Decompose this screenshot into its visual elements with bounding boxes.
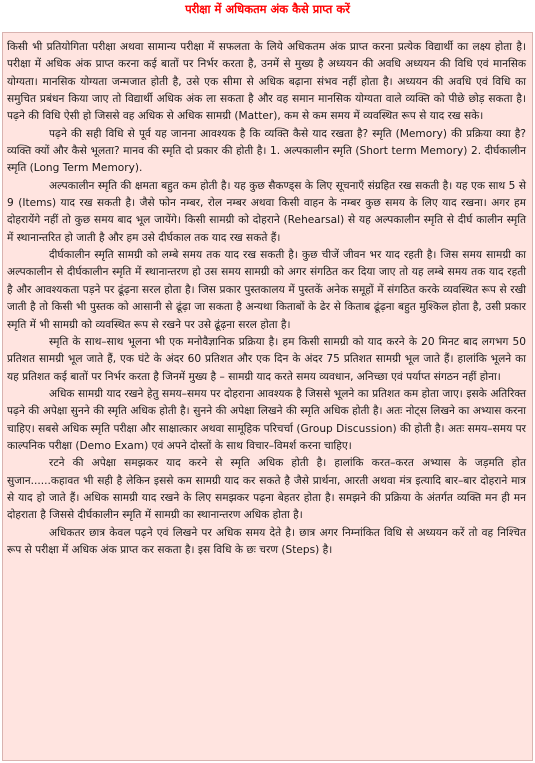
paragraph-study-steps: अधिकतर छात्र केवल पढ़ने एवं लिखने पर अधिक समय देते है। छात्र अगर निम्नांकित विधि से अध्ययन करें तो वह निश्चित रूप से परीक्षा में अधिक अंक प्राप्त कर सकता है। इस विधि के छः चरण (Steps) है। — [7, 526, 526, 556]
paragraph-revision: अधिक सामग्री याद रखने हेतु समय–समय पर दोहराना आवश्यक है जिससे भूलने का प्रतिशत कम होता जाए। इसके अतिरिक्त पढ़ने की अपेक्षा सुनने की स्मृति अधिक होती है। सुनने की अपेक्षा लिखने की स्मृति अधिक होती है। अतः नोट्स लिखने का अभ्यास करना चाहिए। सबसे अधिक स्मृति परीक्षा और साक्षात्कार अथवा सामूहिक परिचर्चा (Group Discussion) की होती है। अतः समय–समय पर काल्पनिक परीक्षा (Demo Exam) एवं अपने दोस्तों के साथ विचार–विमर्श करना चाहिए। — [7, 387, 526, 452]
paragraph-understanding: रटने की अपेक्षा समझकर याद करने से स्मृति अधिक होती है। हालांकि करत–करत अभ्यास के जड़मति होत सुजान......कहावत भी सही है लेकिन इससे कम सामग्री याद कर सकते है जैसे प्रार्थना, आरती अथवा मंत्र इत्यादि बार–बार दोहराने मात्र से याद हो जाते हैं। अधिक सामग्री याद रखने के लिए समझकर पढ़ना बेहतर होता है। समझने की प्रक्रिया के अंतर्गत व्यक्ति मन ही मन दोहराता है जिससे दीर्घकालीन स्मृति में सामग्री का स्थानान्तरण अधिक होता है। — [7, 457, 526, 522]
paragraph-forgetting: स्मृति के साथ–साथ भूलना भी एक मनोवैज्ञानिक प्रक्रिया है। हम किसी सामग्री को याद करने के 20 मिनट बाद लगभग 50 प्रतिशत सामग्री भूल जाते हैं, एक घंटे के अंदर 60 प्रतिशत और एक दिन के अंदर 75 प्रतिशत सामग्री भूल जाते हैं। हालांकि भूलने का यह प्रतिशत कई बातों पर निर्भर करता है जिनमें मुख्य है – सामग्री याद करते समय व्यवधान, अनिच्छा एवं पर्याप्त संगठन नहीं होना। — [7, 335, 526, 383]
paragraph-memory-types: पढ़ने की सही विधि से पूर्व यह जानना आवश्यक है कि व्यक्ति कैसे याद रखता है? स्मृति (Memory) की प्रक्रिया क्या है? व्यक्ति क्यों और कैसे भूलता? मानव की स्मृति दो प्रकार की होती है। 1. अल्पकालीन स्मृति (Short term Memory) 2. दीर्घकालीन स्मृति (Long Term Memory). — [7, 127, 526, 175]
article-box — [2, 32, 533, 761]
paragraph-short-term-memory: अल्पकालीन स्मृति की क्षमता बहुत कम होती है। यह कुछ सैकण्ड्स के लिए सूचनाएँ संग्रहित रख सकती है। यह एक साथ 5 से 9 (Items) याद रख सकती है। जैसे फोन नम्बर, रोल नम्बर अथवा किसी वाहन के नम्बर कुछ समय के लिए याद रखना। अगर हम दोहरायेंगे नहीं तो कुछ समय बाद भूल जायेंगे। किसी सामग्री को दोहराने (Rehearsal) से यह अल्पकालीन स्मृति से दीर्घ कालीन स्मृति में स्थानान्तरित हो जाती है और हम उसे दीर्घकाल तक याद रख सकते हैं। — [7, 179, 526, 244]
paragraph-intro: किसी भी प्रतियोगिता परीक्षा अथवा सामान्य परीक्षा में सफलता के लिये अधिकतम अंक प्राप्त करना प्रत्येक विद्यार्थी का लक्ष्य होता है। परीक्षा में अधिक अंक प्राप्त करना कई बातों पर निर्भर करता है, उनमें से मुख्य है अध्ययन की अवधि अध्ययन की विधि एवं मानसिक योग्यता। मानसिक योग्यता जन्मजात होती है, उसे एक सीमा से अधिक बढ़ाना संभव नहीं होता है। अध्ययन की अवधि एवं विधि का समुचित प्रबंधन किया जाए तो विद्यार्थी अधिक अंक ला सकता है और वह समान मानसिक योग्यता वाले व्यक्ति को पीछे छोड़ सकता है। पढ़ने की विधि ऐसी हो जिससे वह अधिक से अधिक सामग्री (Matter), कम से कम समय में व्यवस्थित रूप से याद रख सके। — [7, 41, 526, 123]
page-title: परीक्षा में अधिकतम अंक कैसे प्राप्त करें — [185, 2, 350, 16]
paragraph-long-term-memory: दीर्घकालीन स्मृति सामग्री को लम्बे समय तक याद रख सकती है। कुछ चीजें जीवन भर याद रहती है। जिस समय सामग्री का अल्पकालीन से दीर्घकालीन स्मृति में स्थानान्तरण हो उस समय सामग्री को अगर संगठित कर दिया जाए तो यह लम्बे समय तक याद रहती है और आवश्यकता पड़ने पर ढूंढ़ना सरल होता है। जिस प्रकार पुस्तकालय में पुस्तकें अनेक समूहों में संगठित करके व्यवस्थित रूप से रखी जाती है तो किसी भी पुस्तक को आसानी से ढूंढ़ा जा सकता है अन्यथा किताबों के ढेर से किताब ढूंढ़ना बहुत मुश्किल होता है, उसी प्रकार स्मृति में भी सामग्री को व्यवस्थित रूप से रखने पर उसे ढूंढ़ना सरल होता है। — [7, 249, 527, 331]
